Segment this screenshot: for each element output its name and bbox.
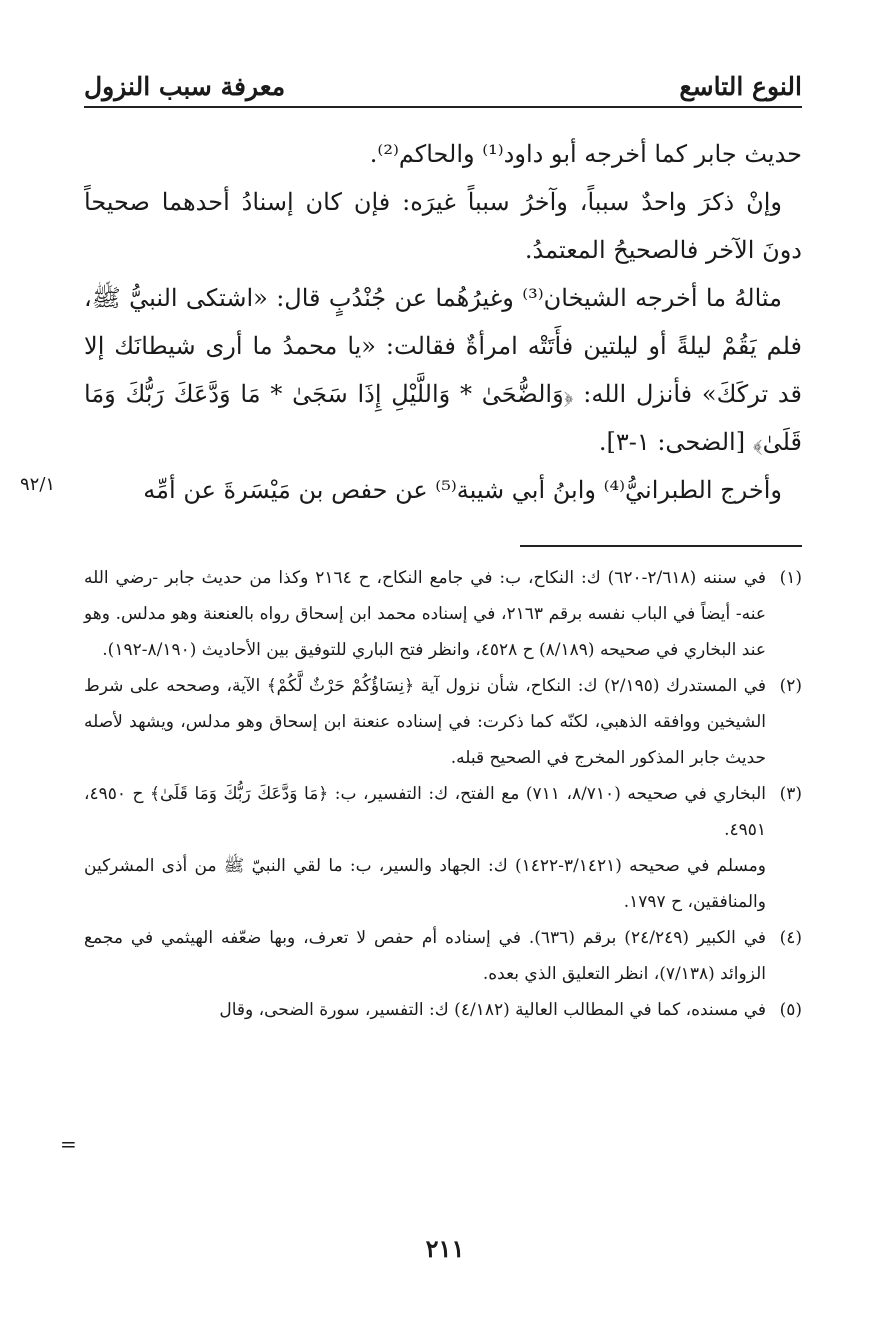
footnote-text: في المستدرك (٢/١٩٥) ك: النكاح، شأن نزول آية ﴿نِسَاؤُكُمْ حَرْثٌ لَّكُمْ﴾ الآية، وصححه على شرط الشيخين ووافقه الذهبي، لكنّه كما ذكرت: في إسناده عنعنة ابن إسحاق وهو مدلس، ويشهد لأصله حديث جابر المذكور المخرج في الصحيح قبله.: [84, 676, 766, 768]
footnote: [84, 668, 802, 776]
footnote: [84, 992, 802, 1028]
continuation-mark: =: [60, 1132, 77, 1156]
paragraph-4: وأخرج الطبرانيُّ⁽⁴⁾ وابنُ أبي شيبة⁽⁵⁾ عن حفص بن مَيْسَرةَ عن أمِّه: [143, 476, 782, 504]
footnote: [84, 560, 802, 668]
footnote-number: (٢): [779, 676, 802, 696]
footnote-number: (٤): [779, 928, 803, 948]
paragraph-2: وإنْ ذكرَ واحدٌ سبباً، وآخرُ سبباً غيرَه: فإن كان إسنادُ أحدهما صحيحاً دونَ الآخر فالصحيحُ المعتمدُ.: [84, 188, 802, 264]
footnote-text: في مسنده، كما في المطالب العالية (٤/١٨٢) ك: التفسير، سورة الضحى، وقال: [219, 1000, 766, 1020]
footnote-text: في الكبير (٢٤/٢٤٩) برقم (٦٣٦). في إسناده أم حفص لا تعرف، وبها ضعّفه الهيثمي في مجمع الزوائد (٧/١٣٨)، انظر التعليق الذي بعده.: [84, 928, 767, 984]
footnote-text: البخاري في صحيحه (٨/٧١٠، ٧١١) مع الفتح، ك: التفسير، ب: ﴿مَا وَدَّعَكَ رَبُّكَ وَمَا قَلَىٰ﴾ ح ٤٩٥٠، ٤٩٥١.: [84, 784, 767, 840]
paragraph-1: حديث جابر كما أخرجه أبو داود⁽¹⁾ والحاكم⁽²⁾.: [369, 140, 802, 168]
chapter-title: النوع التاسع: [679, 72, 802, 101]
footnotes: [84, 560, 802, 1028]
footnote-number: (١): [779, 568, 802, 588]
footnote-divider: [520, 545, 802, 547]
margin-reference: ٩٢/١: [20, 474, 56, 495]
footnote-continuation: ومسلم في صحيحه (٣/١٤٢١-١٤٢٢) ك: الجهاد والسير، ب: ما لقي النبيّ ﷺ من أذى المشركين والمنافقين، ح ١٧٩٧.: [84, 856, 766, 912]
paragraph-3: مثالهُ ما أخرجه الشيخان⁽³⁾ وغيرُهُما عن جُنْدُبٍ قال: «اشتكى النبيُّ ﷺ، فلم يَقُمْ ليلةً أو ليلتين فأَتَتْه امرأةٌ فقالت: «يا محمدُ ما أرى شيطانَك إلا قد تركَكَ» فأنزل الله: ﴿وَالضُّحَىٰ * وَاللَّيْلِ إِذَا سَجَىٰ * مَا وَدَّعَكَ رَبُّكَ وَمَا قَلَىٰ﴾ [الضحى: ١-٣].: [84, 284, 803, 456]
running-header: [84, 66, 802, 108]
main-text: [84, 130, 802, 514]
footnote-number: (٥): [779, 1000, 802, 1020]
page-number: ٢١١: [425, 1234, 465, 1263]
footnote-number: (٣): [779, 784, 803, 804]
footnote: [84, 920, 802, 992]
topic-title: معرفة سبب النزول: [84, 72, 286, 101]
footnote-text: في سننه (٢/٦١٨-٦٢٠) ك: النكاح، ب: في جامع النكاح، ح ٢١٦٤ وكذا من حديث جابر -رضي الله عنه- أيضاً في الباب نفسه برقم ٢١٦٣، في إسناده محمد ابن إسحاق رواه بالعنعنة وهو مدلس. وهو عند البخاري في صحيحه (٨/١٨٩) ح ٤٥٢٨، وانظر فتح الباري للتوفيق بين الأحاديث (٨/١٩٠-١٩٢).: [84, 568, 766, 660]
footnote: [84, 776, 802, 848]
